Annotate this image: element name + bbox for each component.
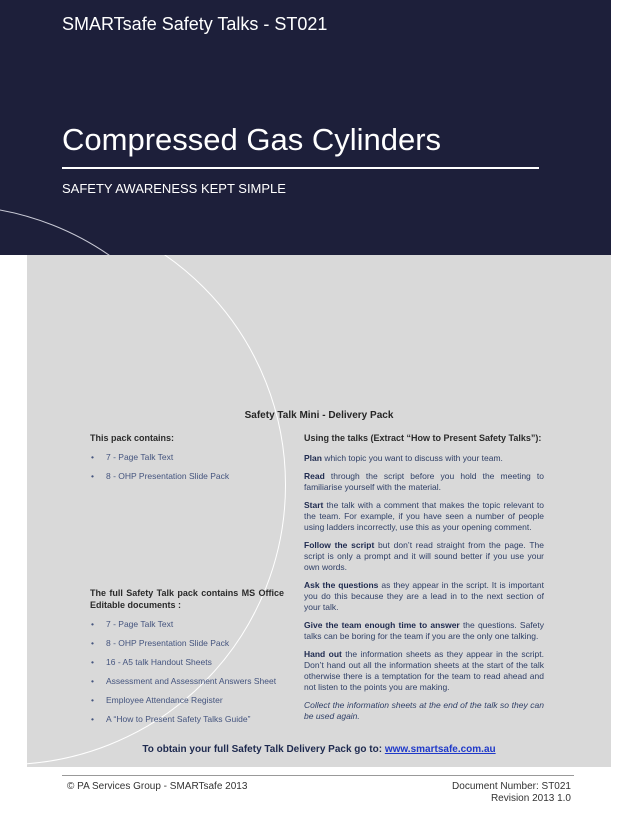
website-link[interactable]: www.smartsafe.com.au: [384, 744, 496, 755]
tip-paragraph: Ask the questions as they appear in the script. It is important you do this because they are a lead in to the next section of your talk.: [304, 580, 544, 612]
list-item: • 7 - Page Talk Text: [90, 619, 284, 630]
pack-title: Safety Talk Mini - Delivery Pack: [244, 410, 394, 421]
pack-contents-list: [90, 452, 284, 482]
list-item: • 7 - Page Talk Text: [90, 452, 284, 463]
tip-paragraph: Hand out the information sheets as they appear in the script. Don’t hand out all the information sheets at the start of the talk otherwise there is a temptation for the team to read ahead and not listen to the points you are making.: [304, 649, 544, 692]
tip-paragraph: Start the talk with a comment that makes the topic relevant to the team. For example, if you have seen a number of people using ladders incorrectly, use this as your opening comment.: [304, 500, 544, 532]
full-pack-list: [90, 619, 284, 725]
tip-paragraph: Plan which topic you want to discuss with your team.: [304, 453, 503, 463]
promo-line: To obtain your full Safety Talk Delivery Pack go to: www.smartsafe.com.au: [142, 744, 496, 755]
title-underline: [62, 167, 539, 169]
closing-note: Collect the information sheets at the end of the talk so they can be used again.: [304, 700, 544, 721]
tip-lead: Hand out: [304, 649, 342, 659]
document-number: Document Number: ST021: [452, 781, 571, 792]
tip-paragraph: Give the team enough time to answer the questions. Safety talks can be boring for the team if you are the only one talking.: [304, 620, 545, 641]
footer-divider: [62, 775, 574, 776]
pack-contents-heading: This pack contains:: [90, 433, 175, 443]
using-the-talks: [304, 432, 544, 729]
list-item: • 8 - OHP Presentation Slide Pack: [90, 638, 284, 649]
list-item: • A “How to Present Safety Talks Guide”: [90, 714, 284, 725]
decorative-arc: [0, 205, 230, 255]
tagline: SAFETY AWARENESS KEPT SIMPLE: [62, 181, 286, 196]
series-title: SMARTsafe Safety Talks - ST021: [62, 14, 328, 34]
tip-lead: Read: [304, 471, 325, 481]
revision: Revision 2013 1.0: [490, 793, 571, 804]
full-pack-heading: The full Safety Talk pack contains MS Office Editable documents :: [90, 588, 284, 610]
document-info: [452, 781, 571, 805]
full-pack-contents: [90, 587, 284, 725]
using-heading: Using the talks (Extract “How to Present Safety Talks”):: [304, 433, 542, 443]
copyright: © PA Services Group - SMARTsafe 2013: [67, 781, 248, 792]
list-item: • 16 - A5 talk Handout Sheets: [90, 657, 284, 668]
tip-lead: Start: [304, 500, 324, 510]
tip-lead: Give the team enough time to answer: [304, 620, 460, 630]
tip-lead: Ask the questions: [304, 580, 379, 590]
list-item: • Employee Attendance Register: [90, 695, 284, 706]
pack-contents: [90, 432, 284, 482]
tip-paragraph: Read through the script before you hold the meeting to familiarise yourself with the material.: [304, 471, 544, 492]
tip-lead: Follow the script: [304, 540, 375, 550]
list-item: • 8 - OHP Presentation Slide Pack: [90, 471, 284, 482]
list-item: • Assessment and Assessment Answers Sheet: [90, 676, 284, 687]
tip-paragraph: Follow the script but don’t read straight from the page. The script is only a prompt and it will sound better if you use your own words.: [304, 540, 545, 572]
document-title: Compressed Gas Cylinders: [62, 122, 442, 157]
cover-banner: [0, 0, 611, 255]
tip-lead: Plan: [304, 453, 322, 463]
